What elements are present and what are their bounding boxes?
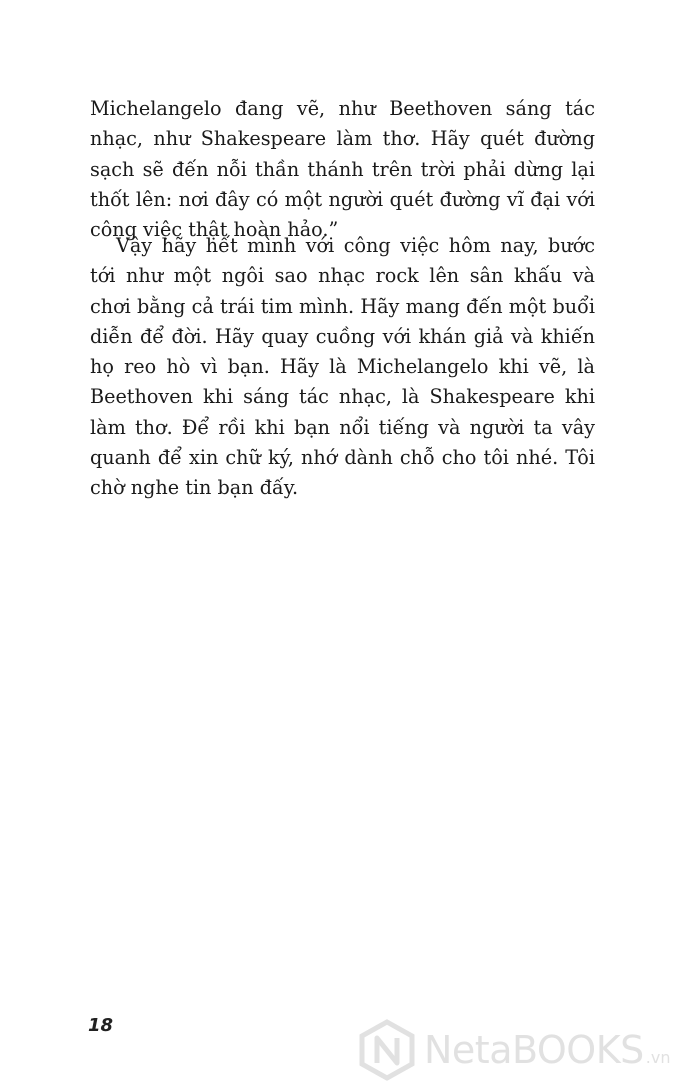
paragraph-2: Vậy hãy hết mình với công việc hôm nay, bước tới như một ngôi sao nhạc rock lên sân khấu và chơi bằng cả trái tim mình. Hãy mang đến một buổi diễn để đời. Hãy quay cuồng với khán giả và khiến họ reo hò vì bạn. Hãy là Michelangelo khi vẽ, là Beethoven khi sáng tác nhạc, là Shakespeare khi làm thơ. Để rồi khi bạn nổi tiếng và người ta vây quanh để xin chữ ký, nhớ dành chỗ cho tôi nhé. Tôi chờ nghe tin bạn đấy. — [90, 234, 595, 500]
paragraph-1: Michelangelo đang vẽ, như Beethoven sáng tác nhạc, như Shakespeare làm thơ. Hãy quét đường sạch sẽ đến nỗi thần thánh trên trời phải dừng lại thốt lên: nơi đây có một người quét đường vĩ đại với công việc thật hoàn hảo.” — [90, 97, 595, 242]
neta-logo-icon — [358, 1019, 416, 1081]
page-number: 18 — [88, 1015, 114, 1036]
watermark-brand: NetaBOOKS — [424, 1028, 644, 1072]
watermark-suffix: .vn — [645, 1048, 671, 1067]
watermark — [358, 1015, 670, 1085]
